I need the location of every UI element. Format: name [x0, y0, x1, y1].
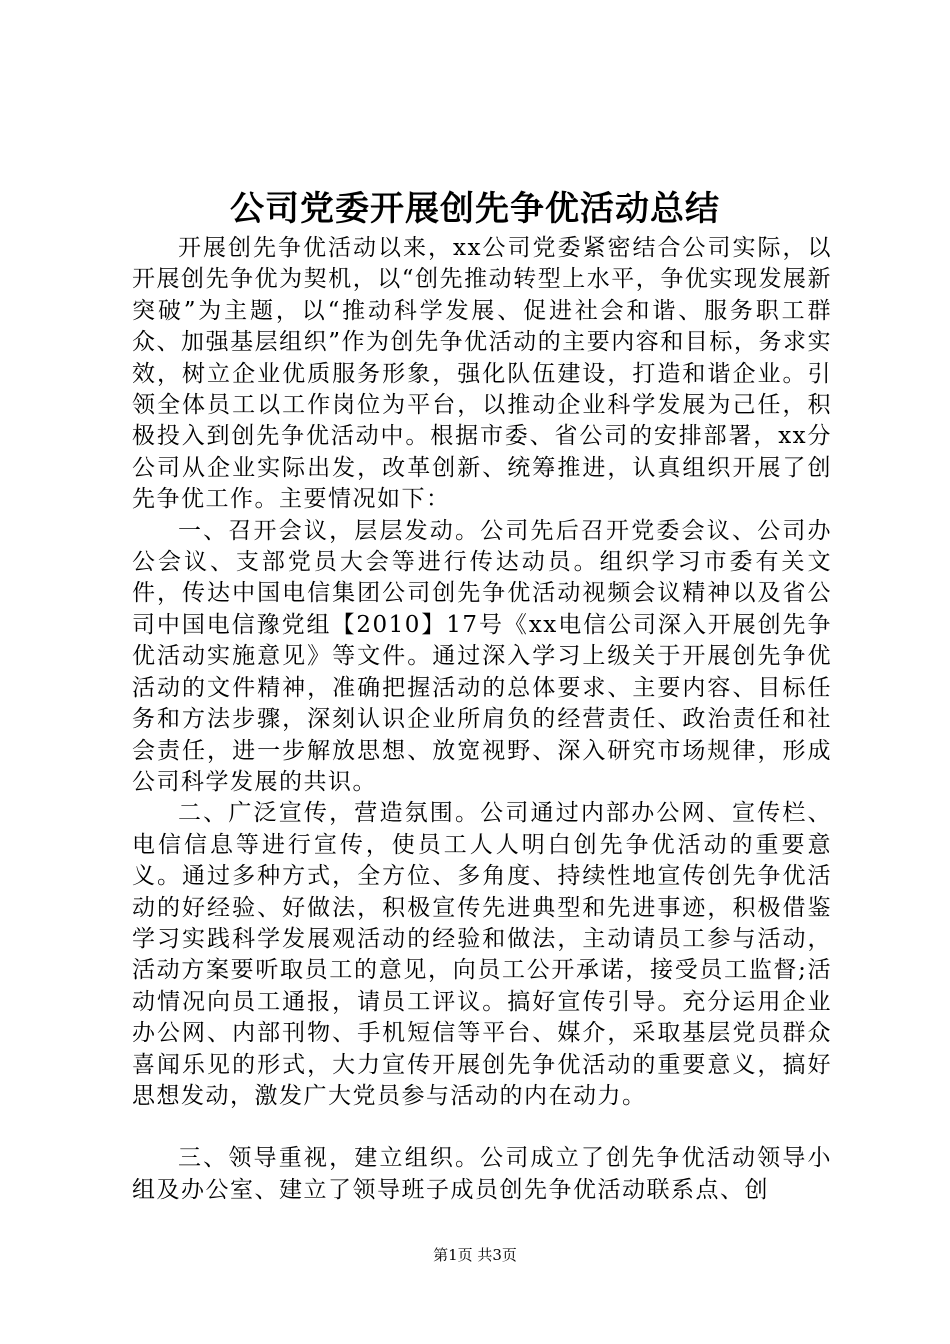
document-body [132, 233, 832, 1206]
document-title: 公司党委开展创先争优活动总结 [230, 189, 720, 229]
paragraph-section-2: 二、广泛宣传，营造氛围。公司通过内部办公网、宣传栏、电信信息等进行宣传，使员工人人明白创先争优活动的重要意义。通过多种方式，全方位、多角度、持续性地宣传创先争优活动的好经验、好做法，积极宣传先进典型和先进事迹，积极借鉴学习实践科学发展观活动的经验和做法，主动请员工参与活动，活动方案要听取员工的意见，向员工公开承诺，接受员工监督;活动情况向员工通报，请员工评议。搞好宣传引导。充分运用企业办公网、内部刊物、手机短信等平台、媒介，采取基层党员群众喜闻乐见的形式，大力宣传开展创先争优活动的重要意义，搞好思想发动，激发广大党员参与活动的内在动力。 [132, 800, 832, 1109]
paragraph-section-1: 一、召开会议，层层发动。公司先后召开党委会议、公司办公会议、支部党员大会等进行传达动员。组织学习市委有关文件，传达中国电信集团公司创先争优活动视频会议精神以及省公司中国电信豫党组【2010】17号《xx电信公司深入开展创先争优活动实施意见》等文件。通过深入学习上级关于开展创先争优活动的文件精神，准确把握活动的总体要求、主要内容、目标任务和方法步骤，深刻认识企业所肩负的经营责任、政治责任和社会责任，进一步解放思想、放宽视野、深入研究市场规律，形成公司科学发展的共识。 [132, 517, 832, 795]
page-footer: 第1页 共3页 [433, 1246, 517, 1264]
paragraph-intro: 开展创先争优活动以来，xx公司党委紧密结合公司实际，以开展创先争优为契机，以“创先推动转型上水平，争优实现发展新突破”为主题，以“推动科学发展、促进社会和谐、服务职工群众、加强基层组织”作为创先争优活动的主要内容和目标，务求实效，树立企业优质服务形象，强化队伍建设，打造和谐企业。引领全体员工以工作岗位为平台，以推动企业科学发展为己任，积极投入到创先争优活动中。根据市委、省公司的安排部署，xx分公司从企业实际出发，改革创新、统筹推进，认真组织开展了创先争优工作。主要情况如下： [132, 235, 832, 513]
paragraph-section-3: 三、领导重视，建立组织。公司成立了创先争优活动领导小组及办公室、建立了领导班子成员创先争优活动联系点、创 [132, 1145, 832, 1203]
